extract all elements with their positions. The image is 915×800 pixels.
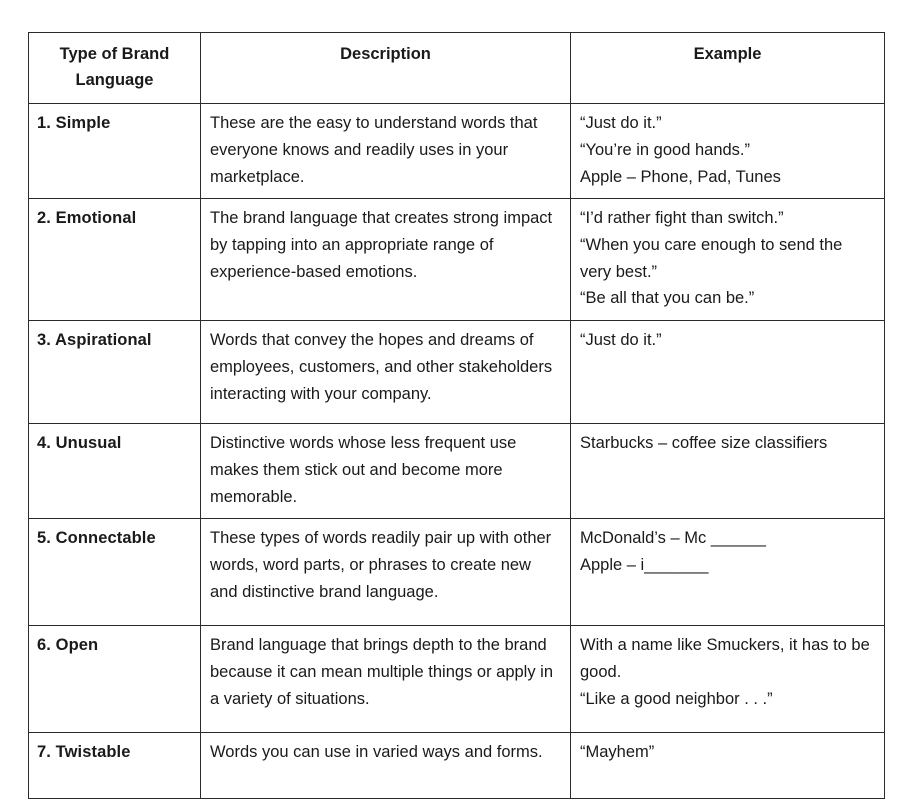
example-line: “Be all that you can be.” (580, 289, 755, 308)
cell-type: 7. Twistable (29, 733, 201, 799)
example-line: “When you care enough to send the very best.” (580, 236, 847, 281)
table-row (29, 733, 885, 799)
example-line: Apple – Phone, Pad, Tunes (580, 167, 781, 186)
cell-type: 1. Simple (29, 104, 201, 199)
cell-example (571, 626, 885, 733)
table-header-row (29, 33, 885, 104)
column-header-type: Type of Brand Language (29, 33, 201, 104)
cell-description: The brand language that creates strong impact by tapping into an appropriate range of experience-based emotions. (201, 199, 571, 321)
cell-type: 2. Emotional (29, 199, 201, 321)
cell-description: These are the easy to understand words that everyone knows and readily uses in your marketplace. (201, 104, 571, 199)
example-line: “Like a good neighbor . . .” (580, 689, 773, 708)
brand-language-table (28, 32, 885, 799)
column-header-description: Description (201, 33, 571, 104)
cell-example (571, 321, 885, 424)
cell-description: These types of words readily pair up with other words, word parts, or phrases to create new and distinctive brand language. (201, 519, 571, 626)
example-line: “I’d rather fight than switch.” (580, 209, 784, 228)
example-line: “Just do it.” (580, 331, 662, 350)
example-line: With a name like Smuckers, it has to be good. (580, 636, 875, 682)
cell-description: Brand language that brings depth to the brand because it can mean multiple things or apply in a variety of situations. (201, 626, 571, 733)
table-row (29, 104, 885, 199)
table-row (29, 199, 885, 321)
table-body (29, 104, 885, 799)
cell-example (571, 199, 885, 321)
cell-example (571, 519, 885, 626)
table-row (29, 321, 885, 424)
cell-description: Words you can use in varied ways and forms. (201, 733, 571, 799)
cell-description: Distinctive words whose less frequent use makes them stick out and become more memorable. (201, 424, 571, 519)
table-header (29, 33, 885, 104)
example-line: “Mayhem” (580, 743, 655, 762)
example-line: Starbucks – coffee size classifiers (580, 434, 828, 453)
cell-type: 6. Open (29, 626, 201, 733)
cell-example (571, 424, 885, 519)
example-line: McDonald’s – Mc ______ (580, 529, 766, 548)
column-header-example: Example (571, 33, 885, 104)
cell-type: 4. Unusual (29, 424, 201, 519)
table-row (29, 626, 885, 733)
example-line: “Just do it.” (580, 114, 662, 133)
table-row (29, 424, 885, 519)
cell-example (571, 104, 885, 199)
example-line: Apple – i_______ (580, 556, 709, 575)
cell-type: 3. Aspirational (29, 321, 201, 424)
cell-type: 5. Connectable (29, 519, 201, 626)
table-row (29, 519, 885, 626)
example-line: “You’re in good hands.” (580, 140, 751, 159)
cell-example (571, 733, 885, 799)
cell-description: Words that convey the hopes and dreams of employees, customers, and other stakeholders interacting with your company. (201, 321, 571, 424)
